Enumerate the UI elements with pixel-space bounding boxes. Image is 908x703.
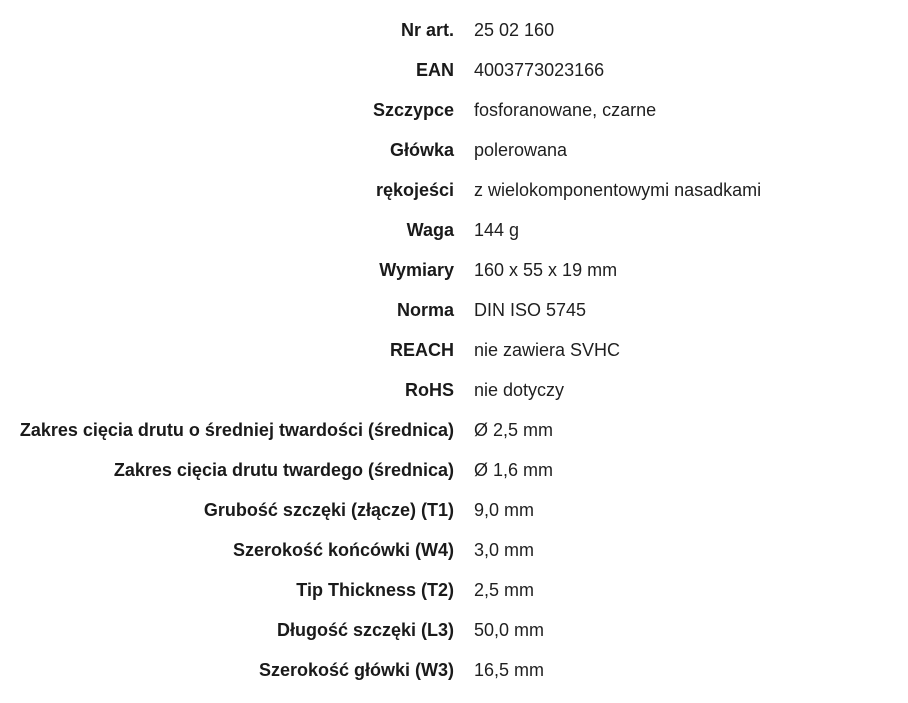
spec-label: Długość szczęki (L3)	[276, 619, 454, 640]
spec-value: polerowana	[474, 139, 568, 160]
spec-label: Szczypce	[372, 99, 454, 120]
spec-row-head-width	[0, 650, 908, 690]
spec-label: rękojeści	[375, 179, 454, 200]
spec-row-tip-thickness	[0, 570, 908, 610]
spec-label: Waga	[406, 219, 454, 240]
spec-value: 50,0 mm	[474, 619, 545, 640]
spec-row-jaw-length	[0, 610, 908, 650]
spec-row-reach	[0, 330, 908, 370]
spec-row-head-finish	[0, 130, 908, 170]
spec-label: Norma	[396, 299, 454, 320]
spec-value: 9,0 mm	[474, 499, 535, 520]
spec-label: REACH	[389, 339, 454, 360]
spec-label: Nr art.	[400, 19, 454, 40]
spec-label: Szerokość główki (W3)	[258, 659, 454, 680]
spec-label: RoHS	[405, 379, 454, 400]
spec-row-standard	[0, 290, 908, 330]
spec-row-tip-width	[0, 530, 908, 570]
spec-label: Wymiary	[379, 259, 454, 280]
spec-value: 2,5 mm	[474, 579, 535, 600]
spec-table-body	[0, 10, 908, 690]
spec-label: Szerokość końcówki (W4)	[232, 539, 454, 560]
spec-label: Zakres cięcia drutu twardego (średnica)	[113, 459, 454, 480]
spec-value: DIN ISO 5745	[474, 299, 587, 320]
spec-row-ean	[0, 50, 908, 90]
spec-label: Grubość szczęki (złącze) (T1)	[203, 499, 454, 520]
spec-label: Główka	[389, 139, 454, 160]
spec-value: nie dotyczy	[474, 379, 565, 400]
spec-value: Ø 2,5 mm	[474, 419, 554, 440]
spec-row-handles	[0, 170, 908, 210]
spec-value: Ø 1,6 mm	[474, 459, 554, 480]
spec-value: z wielokomponentowymi nasadkami	[474, 179, 762, 200]
product-specification-table	[0, 10, 908, 690]
spec-label: EAN	[415, 59, 454, 80]
spec-row-medium-wire-cutting	[0, 410, 908, 450]
spec-value: 144 g	[474, 219, 520, 240]
spec-value: 160 x 55 x 19 mm	[474, 259, 618, 280]
spec-row-weight	[0, 210, 908, 250]
spec-row-hard-wire-cutting	[0, 450, 908, 490]
spec-label: Zakres cięcia drutu o średniej twardości (średnica)	[19, 419, 454, 440]
spec-value: nie zawiera SVHC	[474, 339, 621, 360]
spec-row-article-number	[0, 10, 908, 50]
spec-row-pliers-finish	[0, 90, 908, 130]
spec-value: 4003773023166	[474, 59, 605, 80]
spec-row-dimensions	[0, 250, 908, 290]
spec-value: 3,0 mm	[474, 539, 535, 560]
spec-value: 25 02 160	[474, 19, 555, 40]
spec-value: 16,5 mm	[474, 659, 545, 680]
spec-label: Tip Thickness (T2)	[296, 579, 454, 600]
spec-value: fosforanowane, czarne	[474, 99, 657, 120]
spec-row-rohs	[0, 370, 908, 410]
spec-row-jaw-thickness	[0, 490, 908, 530]
